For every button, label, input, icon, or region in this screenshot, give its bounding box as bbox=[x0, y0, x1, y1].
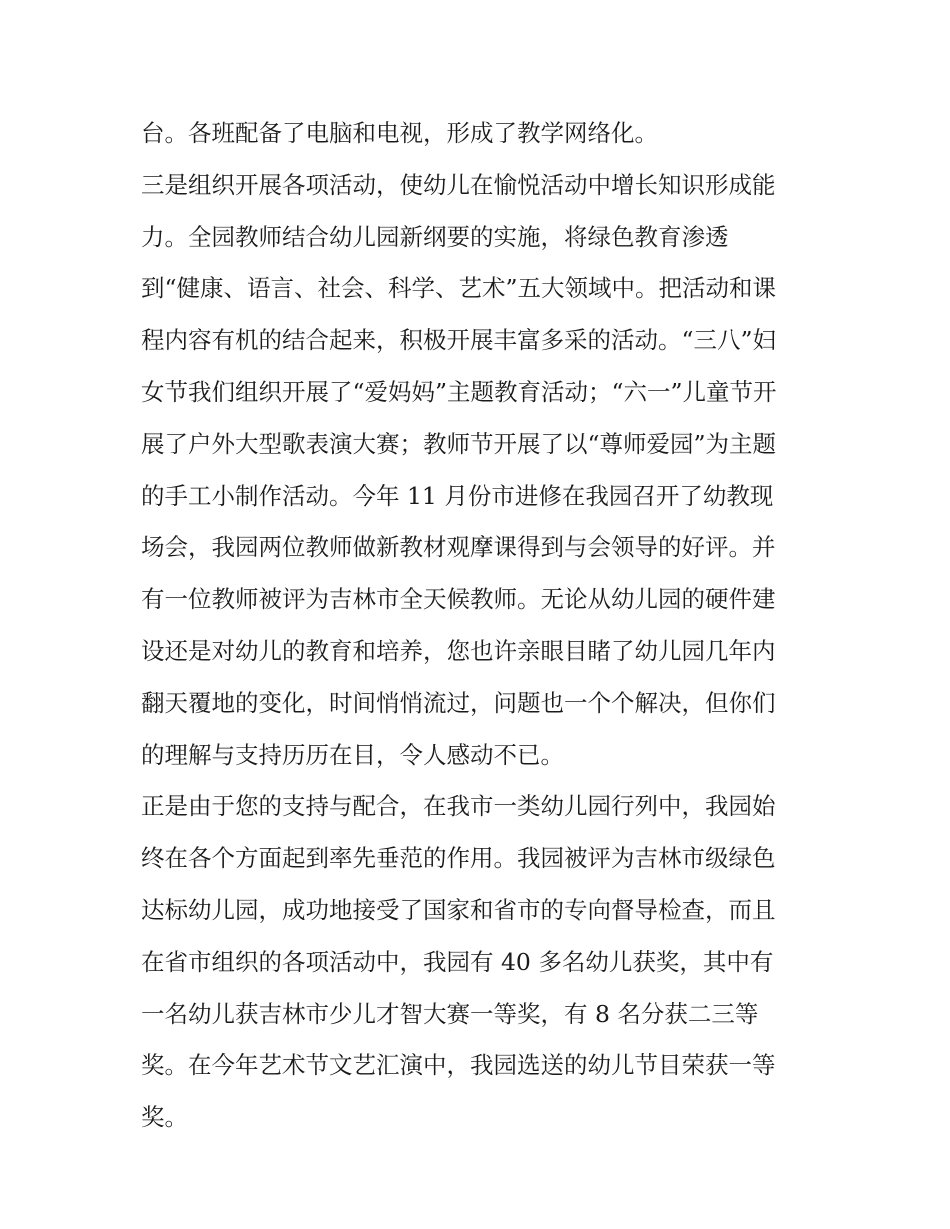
text-line: 奖。 bbox=[141, 1103, 188, 1132]
text-line: 场会，我园两位教师做新教材观摩课得到与会领导的好评。并 bbox=[141, 533, 776, 562]
document-body bbox=[141, 108, 816, 1144]
text-line: 程内容有机的结合起来，积极开展丰富多采的活动。“三八”妇 bbox=[141, 326, 777, 355]
text-line: 到“健康、语言、社会、科学、艺术”五大领域中。把活动和课 bbox=[141, 274, 777, 303]
text-line: 正是由于您的支持与配合，在我市一类幼儿园行列中，我园始 bbox=[141, 792, 776, 821]
text-line: 终在各个方面起到率先垂范的作用。我园被评为吉林市级绿色 bbox=[141, 844, 776, 873]
text-line: 的理解与支持历历在目，令人感动不已。 bbox=[141, 740, 564, 769]
text-line: 在省市组织的各项活动中，我园有 40 多名幼儿获奖，其中有 bbox=[141, 947, 774, 976]
text-line: 的手工小制作活动。今年 11 月份市进修在我园召开了幼教现 bbox=[141, 481, 774, 510]
text-line: 台。各班配备了电脑和电视，形成了教学网络化。 bbox=[141, 119, 658, 147]
text-line: 女节我们组织开展了“爱妈妈”主题教育活动；“六一”儿童节开 bbox=[141, 377, 777, 406]
text-line: 一名幼儿获吉林市少儿才智大赛一等奖，有 8 名分获二三等 bbox=[141, 999, 759, 1028]
text-line: 翻天覆地的变化，时间悄悄流过，问题也一个个解决，但你们 bbox=[141, 688, 776, 717]
text-line: 力。全园教师结合幼儿园新纲要的实施，将绿色教育渗透 bbox=[141, 222, 729, 251]
text-line: 设还是对幼儿的教育和培养，您也许亲眼目睹了幼儿园几年内 bbox=[141, 636, 776, 665]
text-line: 展了户外大型歌表演大赛；教师节开展了以“尊师爱园”为主题 bbox=[141, 429, 777, 458]
text-line: 达标幼儿园，成功地接受了国家和省市的专向督导检查，而且 bbox=[141, 895, 776, 924]
text-line: 有一位教师被评为吉林市全天候教师。无论从幼儿园的硬件建 bbox=[141, 585, 776, 614]
text-line: 三是组织开展各项活动，使幼儿在愉悦活动中增长知识形成能 bbox=[141, 170, 776, 199]
text-line: 奖。在今年艺术节文艺汇演中，我园选送的幼儿节目荣获一等 bbox=[141, 1051, 776, 1080]
